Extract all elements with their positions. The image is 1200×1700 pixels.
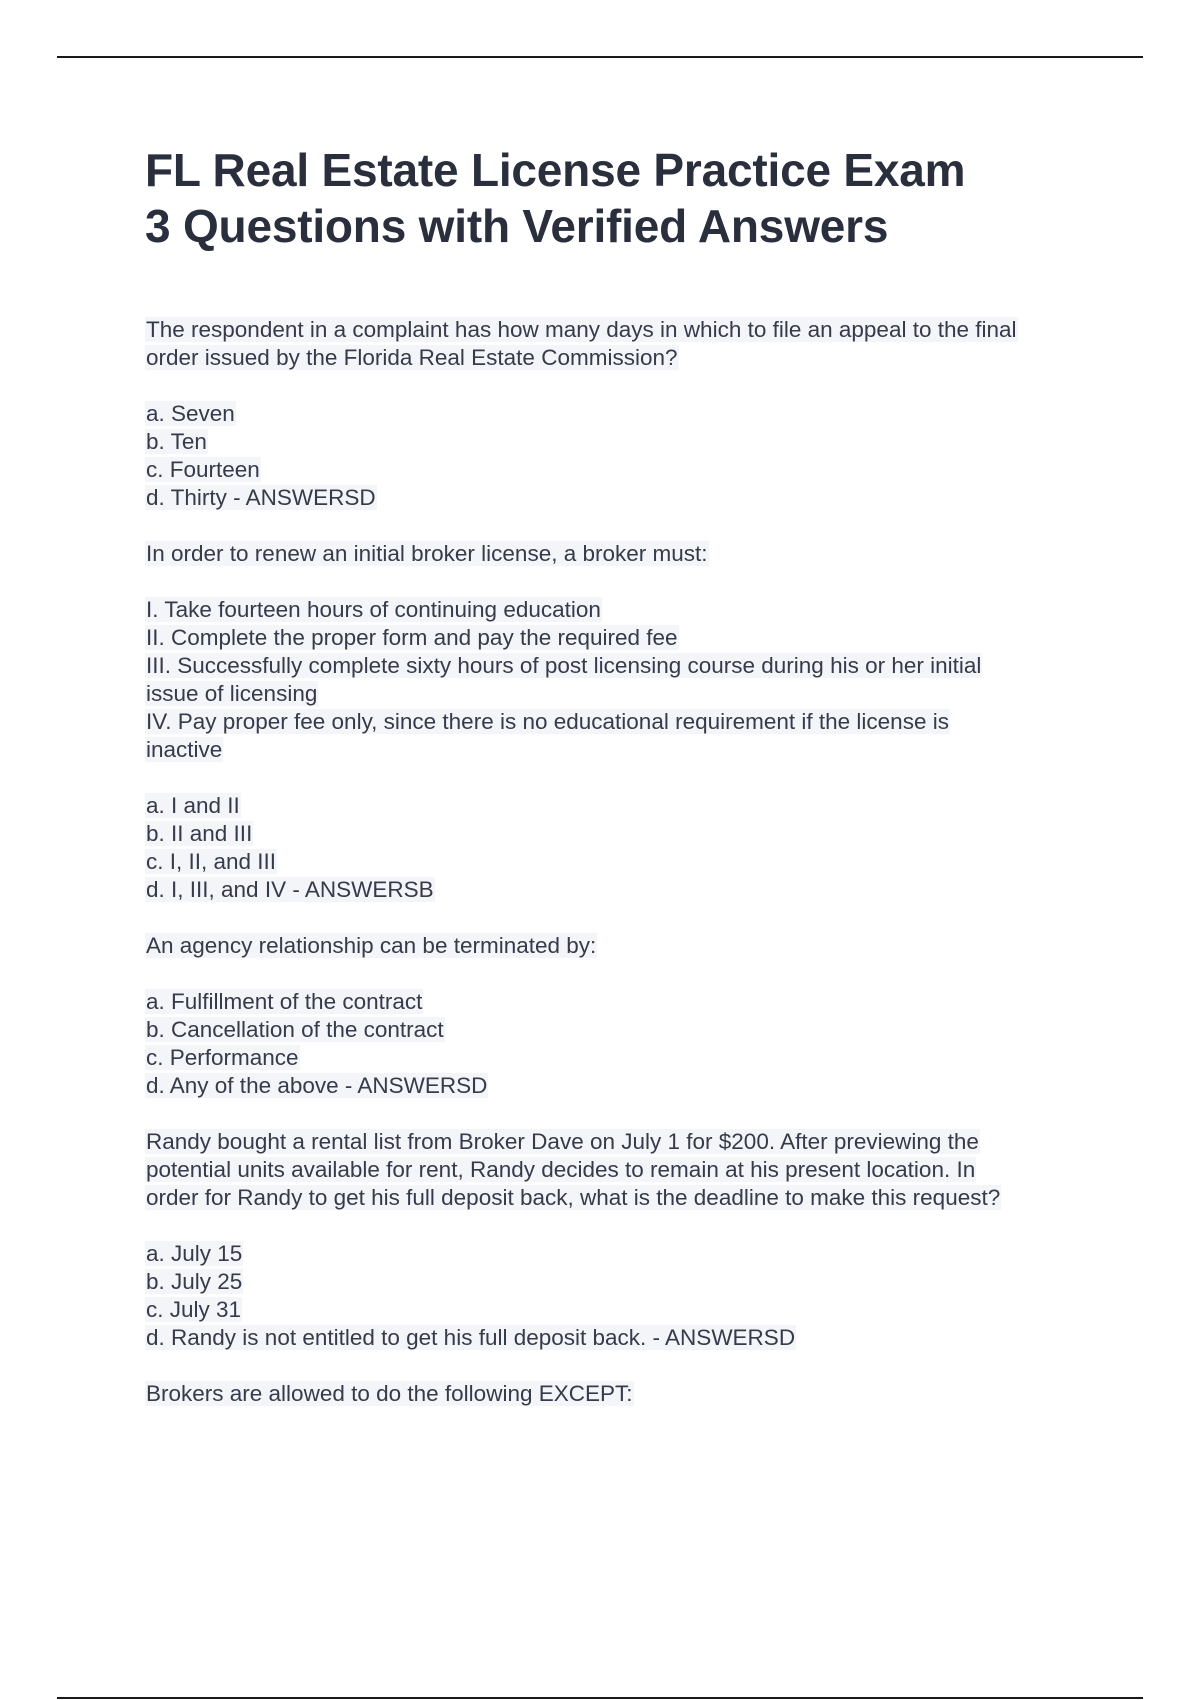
question-prompt-line: In order to renew an initial broker license, a broker must: [146, 541, 708, 566]
statement-line: III. Successfully complete sixty hours of post licensing course during his or her initial [146, 653, 982, 678]
question-prompt-line: Brokers are allowed to do the following EXCEPT: [146, 1381, 633, 1406]
answer-option-correct: d. Randy is not entitled to get his full deposit back. - ANSWERSD [146, 1325, 796, 1350]
top-rule [57, 56, 1143, 58]
answer-option: c. I, II, and III [146, 849, 277, 874]
document-body [145, 142, 1105, 1436]
bottom-rule [57, 1697, 1143, 1699]
answer-option: b. Ten [146, 429, 207, 454]
question-prompt-line: An agency relationship can be terminated by: [146, 933, 597, 958]
question-prompt-line: order issued by the Florida Real Estate Commission? [146, 345, 678, 370]
answer-option: c. July 31 [146, 1297, 242, 1322]
answer-option: b. II and III [146, 821, 253, 846]
answer-option-correct: d. I, III, and IV - ANSWERSB [146, 877, 434, 902]
answer-option: c. Fourteen [146, 457, 260, 482]
answer-option-correct: d. Any of the above - ANSWERSD [146, 1073, 488, 1098]
question-prompt-line: order for Randy to get his full deposit back, what is the deadline to make this request? [146, 1185, 1001, 1210]
statement-line: IV. Pay proper fee only, since there is no educational requirement if the license is [146, 709, 949, 734]
question-block [145, 1128, 1105, 1352]
answer-option: b. July 25 [146, 1269, 243, 1294]
statement-line: I. Take fourteen hours of continuing education [146, 597, 601, 622]
document-title [145, 142, 1105, 254]
question-block [145, 1380, 1105, 1408]
title-line: 3 Questions with Verified Answers [145, 200, 889, 252]
question-block [145, 540, 1105, 904]
answer-option: a. Seven [146, 401, 235, 426]
answer-option-correct: d. Thirty - ANSWERSD [146, 485, 376, 510]
question-block [145, 932, 1105, 1100]
answer-option: a. Fulfillment of the contract [146, 989, 423, 1014]
question-prompt-line: Randy bought a rental list from Broker Dave on July 1 for $200. After previewing the [146, 1129, 979, 1154]
statement-line: II. Complete the proper form and pay the required fee [146, 625, 678, 650]
statement-line: inactive [146, 737, 223, 762]
question-prompt-line: potential units available for rent, Randy decides to remain at his present location. In [146, 1157, 976, 1182]
title-line: FL Real Estate License Practice Exam [145, 144, 966, 196]
statement-line: issue of licensing [146, 681, 318, 706]
question-block [145, 316, 1105, 512]
answer-option: a. July 15 [146, 1241, 243, 1266]
answer-option: b. Cancellation of the contract [146, 1017, 444, 1042]
question-prompt-line: The respondent in a complaint has how many days in which to file an appeal to the final [146, 317, 1017, 342]
answer-option: a. I and II [146, 793, 240, 818]
answer-option: c. Performance [146, 1045, 299, 1070]
